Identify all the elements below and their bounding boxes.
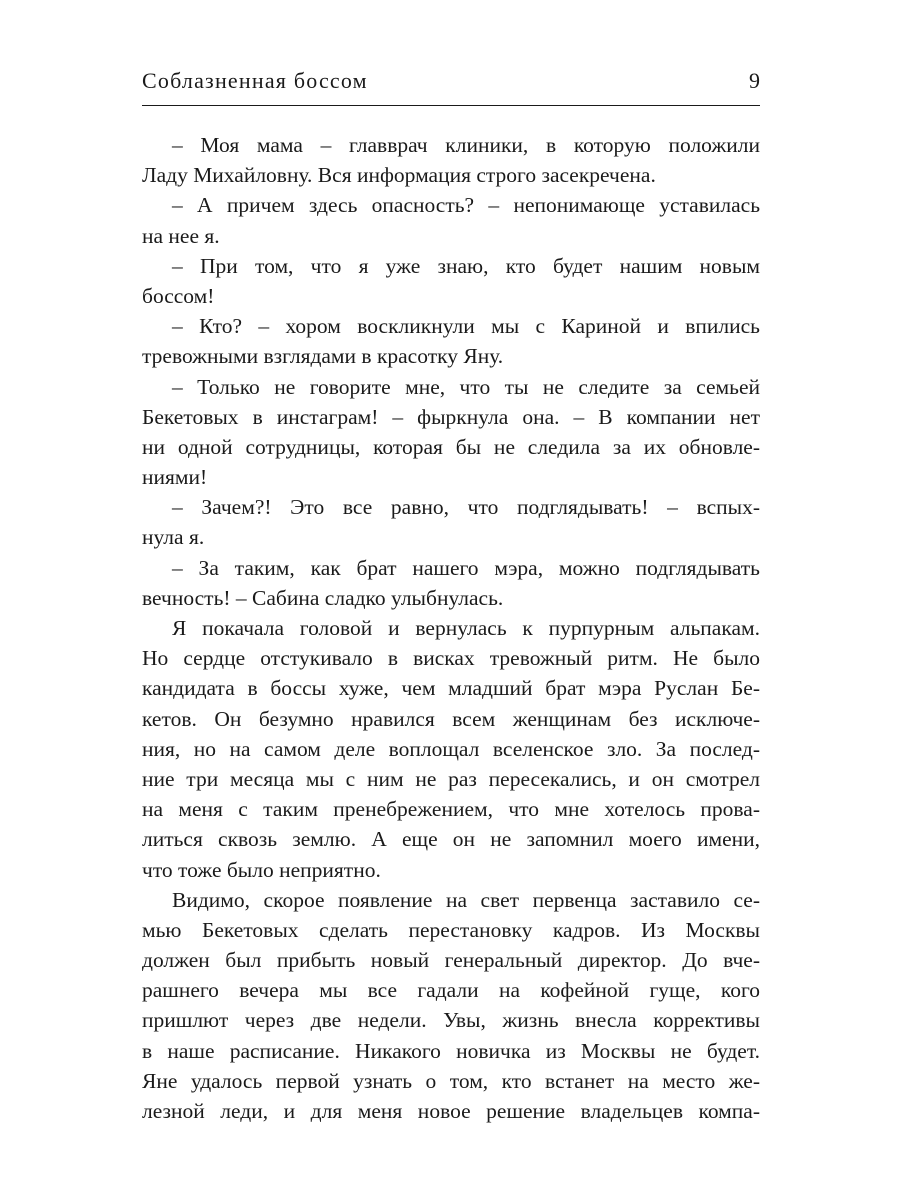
text-line: Бекетовых в инстаграм! – фыркнула она. – В компании нет: [142, 404, 760, 429]
text-line: ния, но на самом деле воплощал вселенское зло. За послед-: [142, 736, 760, 761]
text-line: тревожными взглядами в красотку Яну.: [142, 344, 504, 369]
text-line: Видимо, скорое появление на свет первенца заставило се-: [172, 887, 760, 912]
page-number: 9: [749, 68, 760, 93]
text-line: литься сквозь землю. А еще он не запомнил моего имени,: [142, 827, 760, 852]
text-line: мью Бекетовых сделать перестановку кадров. Из Москвы: [142, 917, 760, 942]
paragraph: [142, 311, 760, 371]
text-line: – Только не говорите мне, что ты не следите за семьей: [172, 374, 760, 399]
text-line: Ладу Михайловну. Вся информация строго засекречена.: [142, 163, 656, 188]
text-line: – За таким, как брат нашего мэра, можно подглядывать: [172, 555, 760, 580]
text-line: ние три месяца мы с ним не раз пересекались, и он смотрел: [142, 766, 760, 791]
text-line: – При том, что я уже знаю, кто будет нашим новым: [172, 253, 760, 278]
text-line: Я покачала головой и вернулась к пурпурным альпакам.: [172, 616, 760, 640]
paragraph: [142, 492, 760, 552]
text-line: вечность! – Сабина сладко улыбнулась.: [142, 585, 504, 610]
paragraph: [142, 190, 760, 250]
text-line: пришлют через две недели. Увы, жизнь внесла коррективы: [142, 1008, 760, 1033]
running-title: Соблазненная боссом: [142, 68, 368, 93]
text-line: кандидата в боссы хуже, чем младший брат мэра Руслан Бе-: [142, 676, 760, 701]
text-line: что тоже было неприятно.: [142, 857, 381, 882]
text-line: в наше расписание. Никакого новичка из Москвы не будет.: [142, 1038, 760, 1063]
text-line: – Кто? – хором воскликнули мы с Кариной и впились: [172, 314, 760, 339]
paragraph: [142, 372, 760, 493]
text-line: должен был прибыть новый генеральный директор. До вче-: [142, 948, 760, 973]
paragraph: [142, 553, 760, 613]
text-line: Но сердце отстукивало в висках тревожный ритм. Не было: [142, 646, 760, 671]
paragraph: [142, 885, 760, 1127]
text-line: – Зачем?! Это все равно, что подглядывать! – вспых-: [172, 495, 760, 520]
paragraph: [142, 613, 760, 885]
text-line: ни одной сотрудницы, которая бы не следила за их обновле-: [142, 434, 760, 459]
text-line: на меня с таким пренебрежением, что мне хотелось прова-: [142, 797, 760, 822]
text-line: боссом!: [142, 283, 215, 308]
text-line: ниями!: [142, 465, 208, 490]
text-line: лезной леди, и для меня новое решение владельцев компа-: [142, 1099, 760, 1123]
body-text: [142, 130, 760, 1126]
text-line: – Моя мама – главврач клиники, в которую положили: [172, 133, 760, 157]
text-line: рашнего вечера мы все гадали на кофейной гуще, кого: [142, 978, 760, 1003]
running-head: [142, 66, 760, 100]
header-rule: [142, 105, 760, 106]
text-line: – А причем здесь опасность? – непонимающе уставилась: [172, 193, 760, 218]
paragraph: [142, 130, 760, 190]
text-line: нула я.: [142, 525, 205, 550]
paragraph: [142, 251, 760, 311]
text-line: на нее я.: [142, 223, 220, 248]
text-line: Яне удалось первой узнать о том, кто встанет на место же-: [142, 1068, 760, 1093]
text-line: кетов. Он безумно нравился всем женщинам без исключе-: [142, 706, 760, 731]
